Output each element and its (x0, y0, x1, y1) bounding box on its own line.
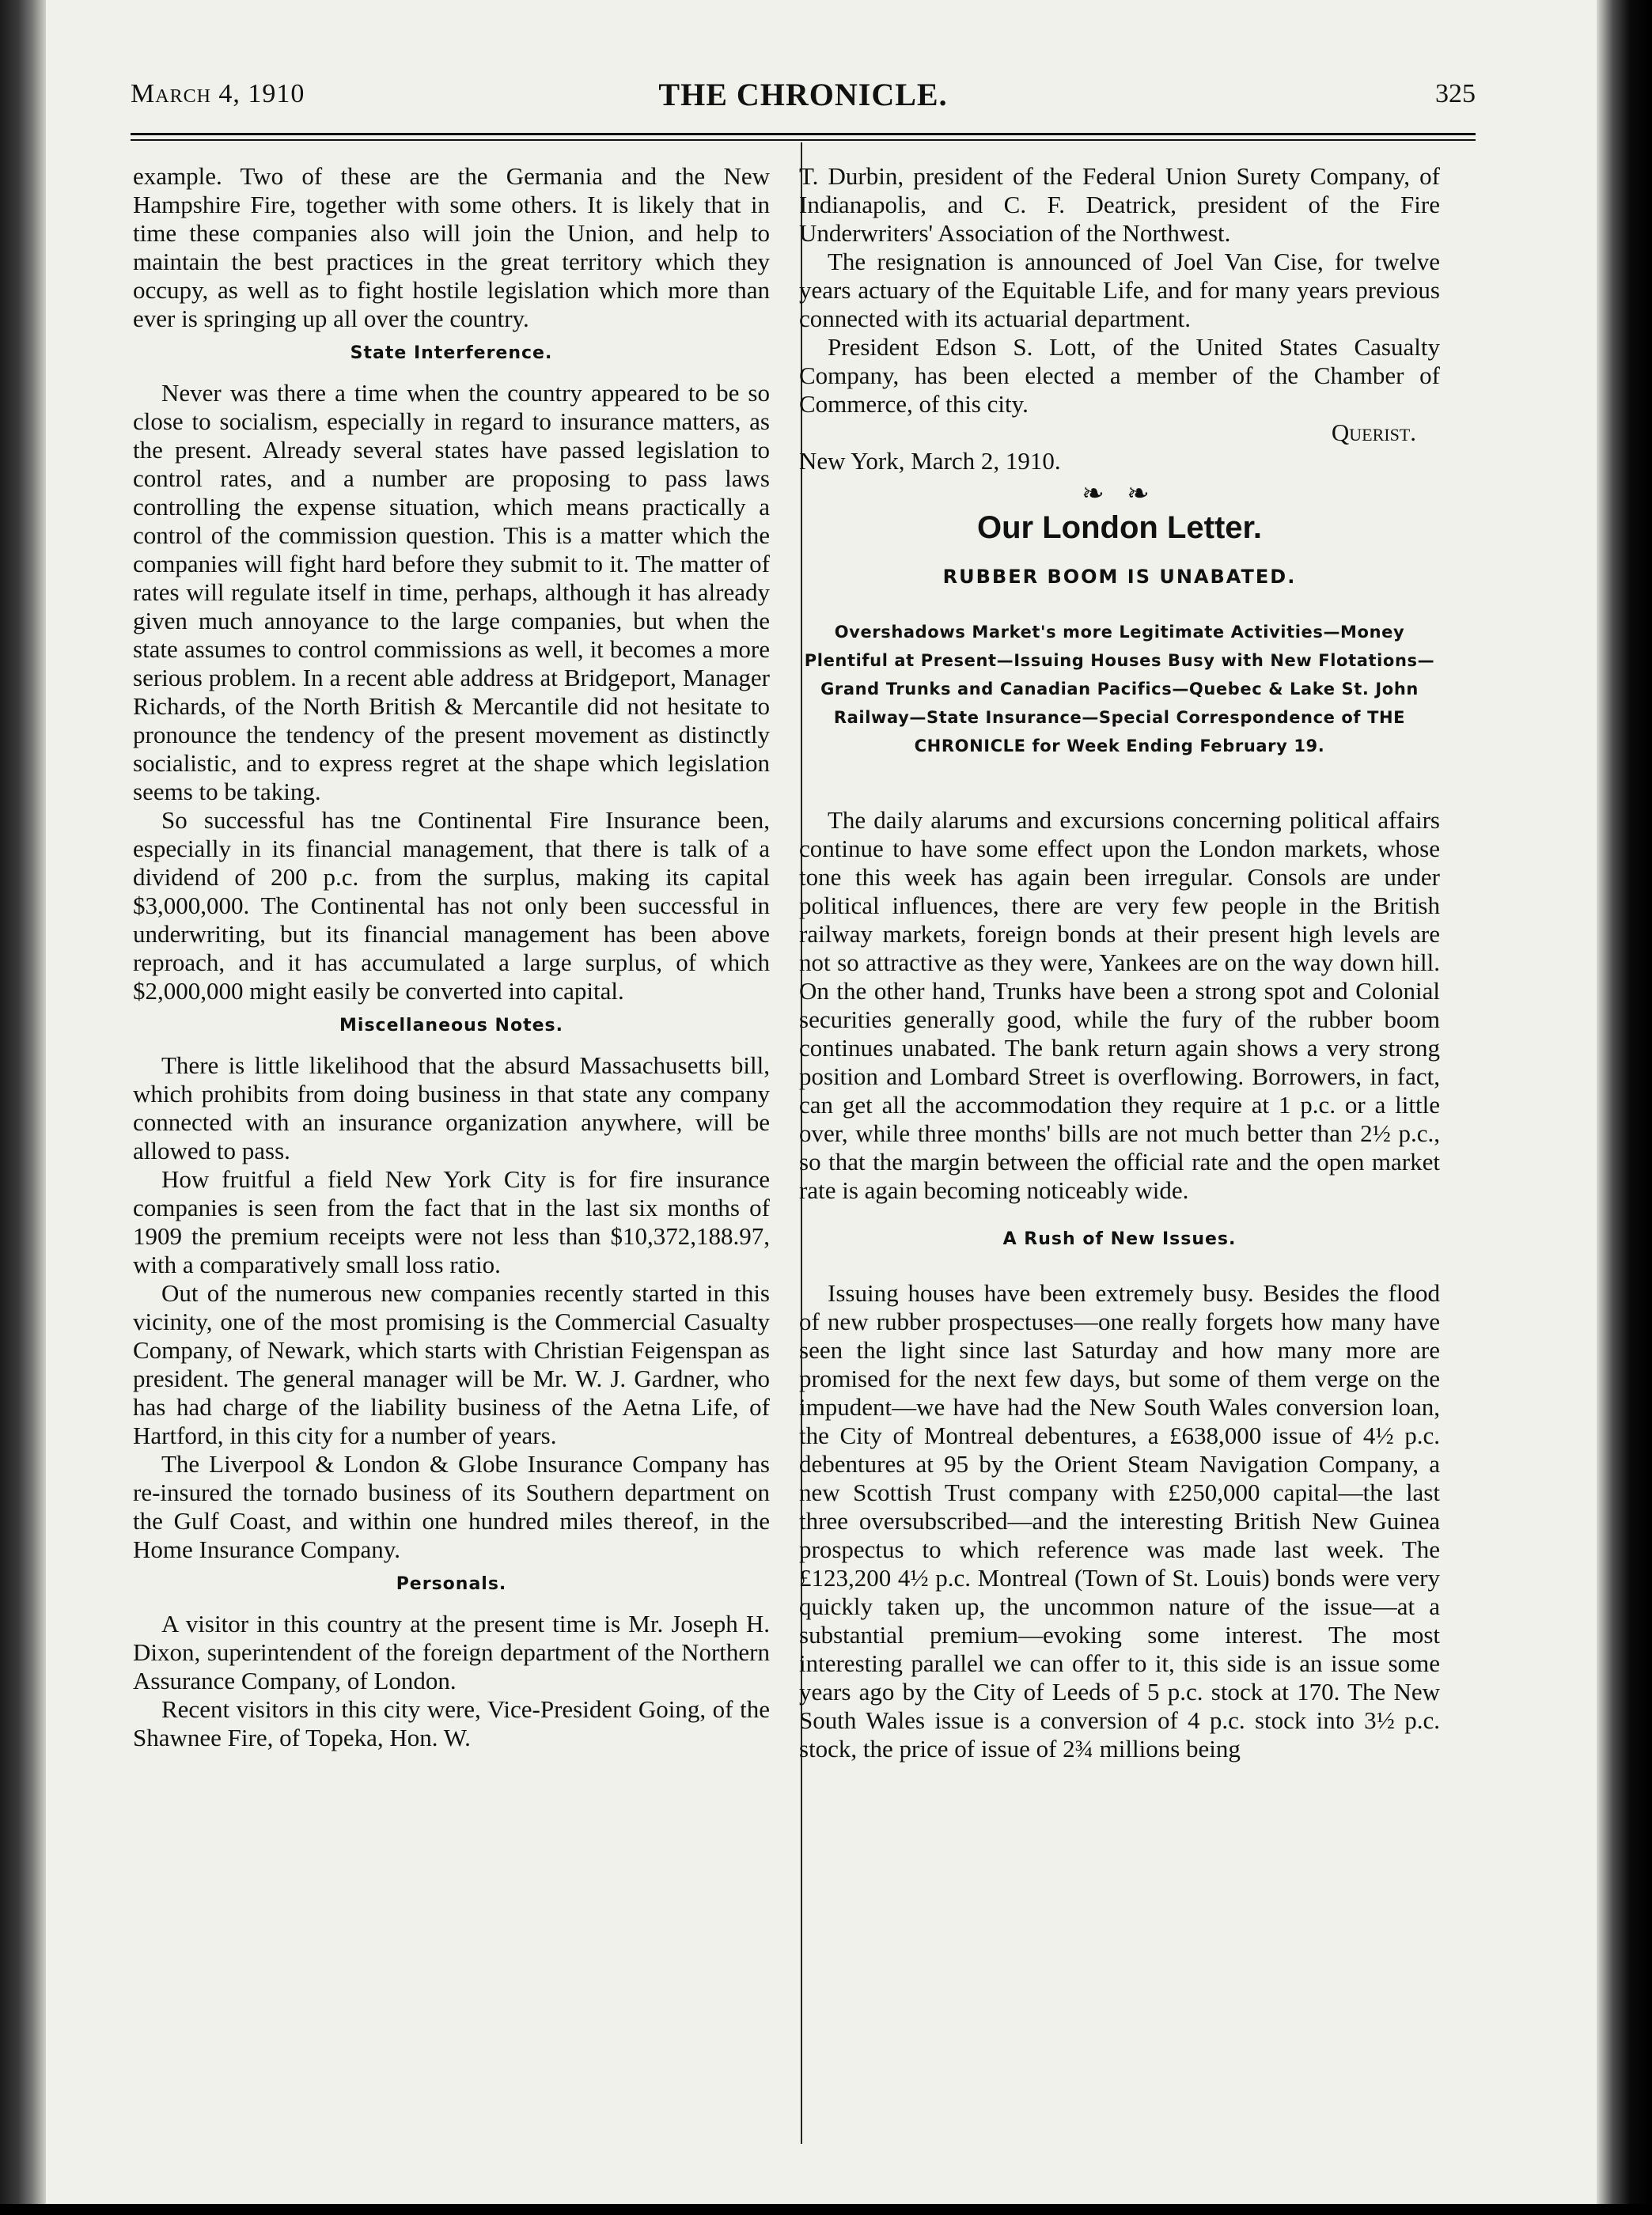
paragraph: So successful has tne Continental Fire Insurance been, especially in its financial management, that there is talk of a dividend of 200 p.c. from the surplus, making its capital $3,000,000. The Continental has not only been successful in underwriting, but its financial management has been above reproach, and it has accumulated a large surplus, of which $2,000,000 might easily be converted into capital. (133, 806, 770, 1005)
paragraph: Recent visitors in this city were, Vice-President Going, of the Shawnee Fire, of Topeka, Hon. W. (133, 1695, 770, 1751)
running-header (131, 79, 1476, 119)
paragraph: Issuing houses have been extremely busy. Besides the flood of new rubber prospectuses—one really forgets how many have seen the light since last Saturday and how many more are promised for the next few days, but some of them verge on the impudent—we have had the New South Wales conversion loan, the City of Montreal debentures, a £638,000 issue of 4½ p.c. debentures at 95 by the Orient Steam Navigation Company, a new Scottish Trust company with £250,000 capital—the last three oversubscribed—and the interesting British New Guinea prospectus to which reference was made last week. The £123,200 4½ p.c. Montreal (Town of St. Louis) bonds were very quickly taken up, the uncommon nature of the issue—at a substantial premium—evoking some interest. The most interesting parallel we can offer to it, this side is an issue some years ago by the City of Leeds of 5 p.c. stock at 170. The New South Wales issue is a conversion of 4 p.c. stock into 3½ p.c. stock, the price of issue of 2¾ millions being (799, 1279, 1440, 1763)
header-date: March 4, 1910 (131, 79, 305, 108)
paragraph: The resignation is announced of Joel Van Cise, for twelve years actuary of the Equitable Life, and for many years previous connected with its actuarial department. (799, 248, 1440, 332)
binding-shadow (0, 0, 46, 2215)
left-column (133, 162, 770, 1752)
bottom-edge (0, 2204, 1652, 2215)
paragraph: President Edson S. Lott, of the United States Casualty Company, has been elected a member of the Chamber of Commerce, of this city. (799, 333, 1440, 418)
page-edge-shadow (1597, 0, 1652, 2215)
paragraph: Never was there a time when the country appeared to be so close to socialism, especially in regard to insurance matters, as the present. Already several states have passed legislation to control rates, and a number are proposing to pass laws controlling the expense situation, which means practically a control of the commission question. This is a matter which the companies will fight hard before they submit to it. The matter of rates will regulate itself in time, perhaps, although it has already given much annoyance to the large companies, but when the state assumes to control commissions as well, it becomes a more serious problem. In a recent able address at Bridgeport, Manager Richards, of the North British & Mercantile did not hesitate to pronounce the tendency of the present movement as distinctly socialistic, and to express regret at the shape which legislation seems to be taking. (133, 379, 770, 805)
header-rule-thick (131, 133, 1476, 135)
publication-title: THE CHRONICLE. (658, 77, 948, 112)
dateline: New York, March 2, 1910. (799, 447, 1061, 475)
article-deck: Overshadows Market's more Legitimate Activities—Money Plentiful at Present—Issuing Houses Busy with New Flotations—Grand Trunks and Canadian Pacifics—Quebec & Lake St. John Railway—State Insurance—Special Correspondence of THE CHRONICLE for Week Ending February 19. (804, 623, 1435, 755)
paragraph: A visitor in this country at the present time is Mr. Joseph H. Dixon, superintendent of the foreign department of the Northern Assurance Company, of London. (133, 1610, 770, 1694)
section-heading: State Interference. (350, 343, 553, 363)
article-title: Our London Letter. (977, 510, 1262, 545)
paragraph: The Liverpool & London & Globe Insurance Company has re-insured the tornado business of its Southern department on the Gulf Coast, and within one hundred miles thereof, in the Home Insurance Company. (133, 1450, 770, 1563)
paragraph: The daily alarums and excursions concerning political affairs continue to have some effect upon the London markets, whose tone this week has again been irregular. Consols are under political influences, there are very few people in the British railway markets, foreign bonds at their present high levels are not so attractive as they were, Yankees are on the way down hill. On the other hand, Trunks have been a strong spot and Colonial securities generally good, while the fury of the rubber boom continues unabated. The bank return again shows a very strong position and Lombard Street is overflowing. Borrowers, in fact, can get all the accommodation they require at 1 p.c. or a little over, while three months' bills are not much better than 2½ p.c., so that the margin between the official rate and the open market rate is again becoming noticeably wide. (799, 806, 1440, 1204)
paragraph: There is little likelihood that the absurd Massachusetts bill, which prohibits from doing business in that state any company connected with an insurance organization anywhere, will be allowed to pass. (133, 1051, 770, 1164)
paragraph: T. Durbin, president of the Federal Union Surety Company, of Indianapolis, and C. F. Deatrick, president of the Fire Underwriters' Association of the Northwest. (799, 162, 1440, 247)
right-column (799, 162, 1440, 1763)
section-heading: Miscellaneous Notes. (339, 1016, 563, 1036)
article-subtitle: RUBBER BOOM IS UNABATED. (942, 566, 1297, 588)
header-rule-thin (131, 139, 1476, 141)
page-number: 325 (1435, 79, 1476, 108)
paragraph: example. Two of these are the Germania and the New Hampshire Fire, together with some others. It is likely that in time these companies also will join the Union, and help to maintain the best practices in the great territory which they occupy, as well as to fight hostile legislation which more than ever is springing up all over the country. (133, 162, 770, 332)
ornament-icon: ❧ ❧ (1082, 479, 1158, 509)
signature: Querist. (1331, 418, 1416, 446)
paragraph: How fruitful a field New York City is for fire insurance companies is seen from the fact that in the last six months of 1909 the premium receipts were not less than $10,372,188.97, with a comparatively small loss ratio. (133, 1165, 770, 1278)
section-heading: A Rush of New Issues. (1002, 1229, 1237, 1249)
paragraph: Out of the numerous new companies recently started in this vicinity, one of the most promising is the Commercial Casualty Company, of Newark, which starts with Christian Feigenspan as president. The general manager will be Mr. W. J. Gardner, who has had charge of the liability business of the Aetna Life, of Hartford, in this city for a number of years. (133, 1279, 770, 1449)
section-heading: Personals. (396, 1574, 507, 1594)
